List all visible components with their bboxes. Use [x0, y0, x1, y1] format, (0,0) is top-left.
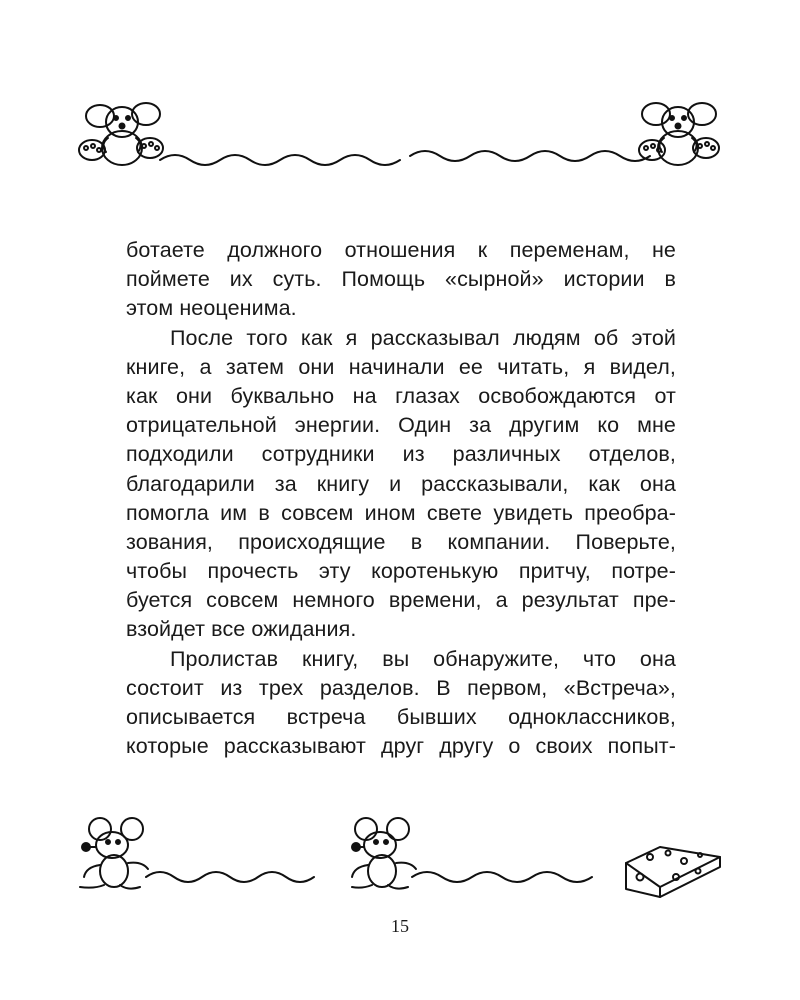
bottom-decorative-border: [0, 815, 800, 905]
walking-mouse-icon-2: [352, 818, 416, 889]
page-number: 15: [391, 916, 409, 936]
text-line: буется совсем немного времени, а результат пре-: [126, 588, 676, 613]
text-line: отрицательной энергии. Один за другим ко мне: [126, 413, 676, 438]
text-line: помогла им в совсем ином свете увидеть преобра-: [126, 500, 676, 525]
walking-mouse-icon-1: [80, 818, 148, 889]
text-line: которые рассказывают друг другу о своих попыт-: [126, 734, 676, 759]
text-line: Пролистав книгу, вы обнаружите, что она: [170, 646, 676, 671]
text-line: состоит из трех разделов. В первом, «Встреча»,: [126, 675, 676, 700]
text-line: подходили сотрудники из различных отделов,: [126, 442, 676, 467]
text-line: благодарили за книгу и рассказывали, как она: [126, 471, 676, 496]
paragraph-1: [126, 236, 676, 324]
text-line: как они буквально на глазах освобождаются от: [126, 383, 676, 408]
text-line: зования, происходящие в компании. Поверьте,: [126, 529, 676, 554]
sitting-mouse-icon-right: [639, 103, 719, 165]
wavy-tail-left: [160, 155, 400, 165]
cheese-wedge-icon: [626, 847, 720, 897]
text-line: этом неоценима.: [126, 296, 297, 321]
top-decorative-border: [0, 90, 800, 180]
text-line: взойдет все ожидания.: [126, 617, 357, 642]
wavy-tail-2: [412, 872, 592, 882]
wavy-tail-right: [410, 151, 650, 161]
body-text: [126, 236, 676, 761]
sitting-mouse-icon-left: [79, 103, 163, 165]
text-line: книге, а затем они начинали ее читать, я видел,: [126, 354, 676, 379]
paragraph-2: [126, 324, 676, 645]
paragraph-3: [126, 645, 676, 762]
wavy-tail-1: [146, 872, 314, 882]
text-line: После того как я рассказывал людям об этой: [170, 325, 676, 350]
text-line: ботаете должного отношения к переменам, не: [126, 238, 676, 262]
text-line: описывается встреча бывших одноклассников,: [126, 705, 676, 729]
text-line: поймете их суть. Помощь «сырной» истории в: [126, 267, 676, 292]
text-line: чтобы прочесть эту коротенькую притчу, потре-: [126, 559, 676, 584]
